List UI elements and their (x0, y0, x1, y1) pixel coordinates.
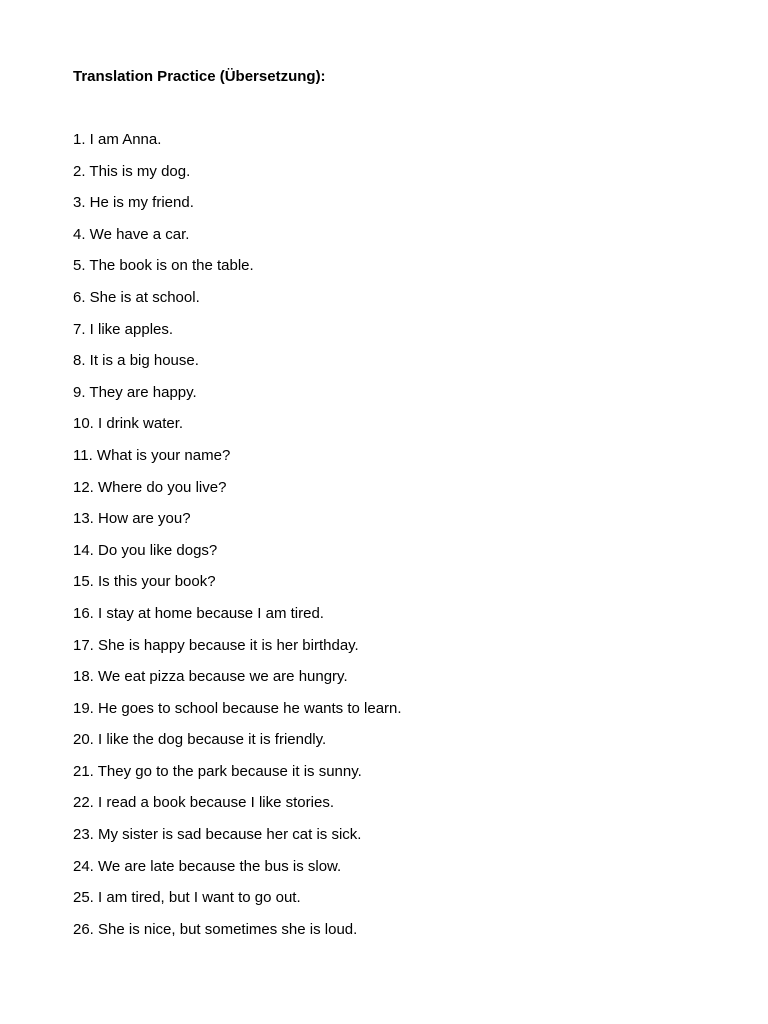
list-item: 8. It is a big house. (73, 352, 199, 370)
list-item: 7. I like apples. (73, 320, 174, 338)
list-item: 20. I like the dog because it is friendly. (73, 731, 327, 749)
list-item: 23. My sister is sad because her cat is sick. (73, 826, 362, 844)
list-item: 14. Do you like dogs? (73, 541, 218, 559)
list-item: 21. They go to the park because it is sunny. (73, 762, 362, 780)
list-item: 17. She is happy because it is her birthday. (73, 636, 359, 654)
list-item: 2. This is my dog. (73, 162, 191, 180)
list-item: 9. They are happy. (73, 383, 197, 401)
list-item: 25. I am tired, but I want to go out. (73, 889, 301, 907)
list-item: 10. I drink water. (73, 415, 184, 433)
list-item: 4. We have a car. (73, 225, 190, 243)
list-item: 16. I stay at home because I am tired. (73, 604, 324, 622)
list-item: 5. The book is on the table. (73, 257, 254, 275)
list-item: 12. Where do you live? (73, 478, 227, 496)
sentence-list (73, 131, 402, 952)
list-item: 3. He is my friend. (73, 194, 194, 212)
list-item: 6. She is at school. (73, 288, 200, 306)
list-item: 26. She is nice, but sometimes she is loud. (73, 920, 358, 938)
list-item: 1. I am Anna. (73, 131, 162, 148)
list-item: 18. We eat pizza because we are hungry. (73, 668, 348, 686)
list-item: 22. I read a book because I like stories. (73, 794, 334, 812)
list-item: 11. What is your name? (73, 446, 231, 464)
page-title: Translation Practice (Übersetzung): (73, 68, 326, 85)
list-item: 15. Is this your book? (73, 573, 216, 591)
list-item: 24. We are late because the bus is slow. (73, 857, 342, 875)
list-item: 19. He goes to school because he wants to learn. (73, 699, 402, 717)
list-item: 13. How are you? (73, 510, 191, 528)
